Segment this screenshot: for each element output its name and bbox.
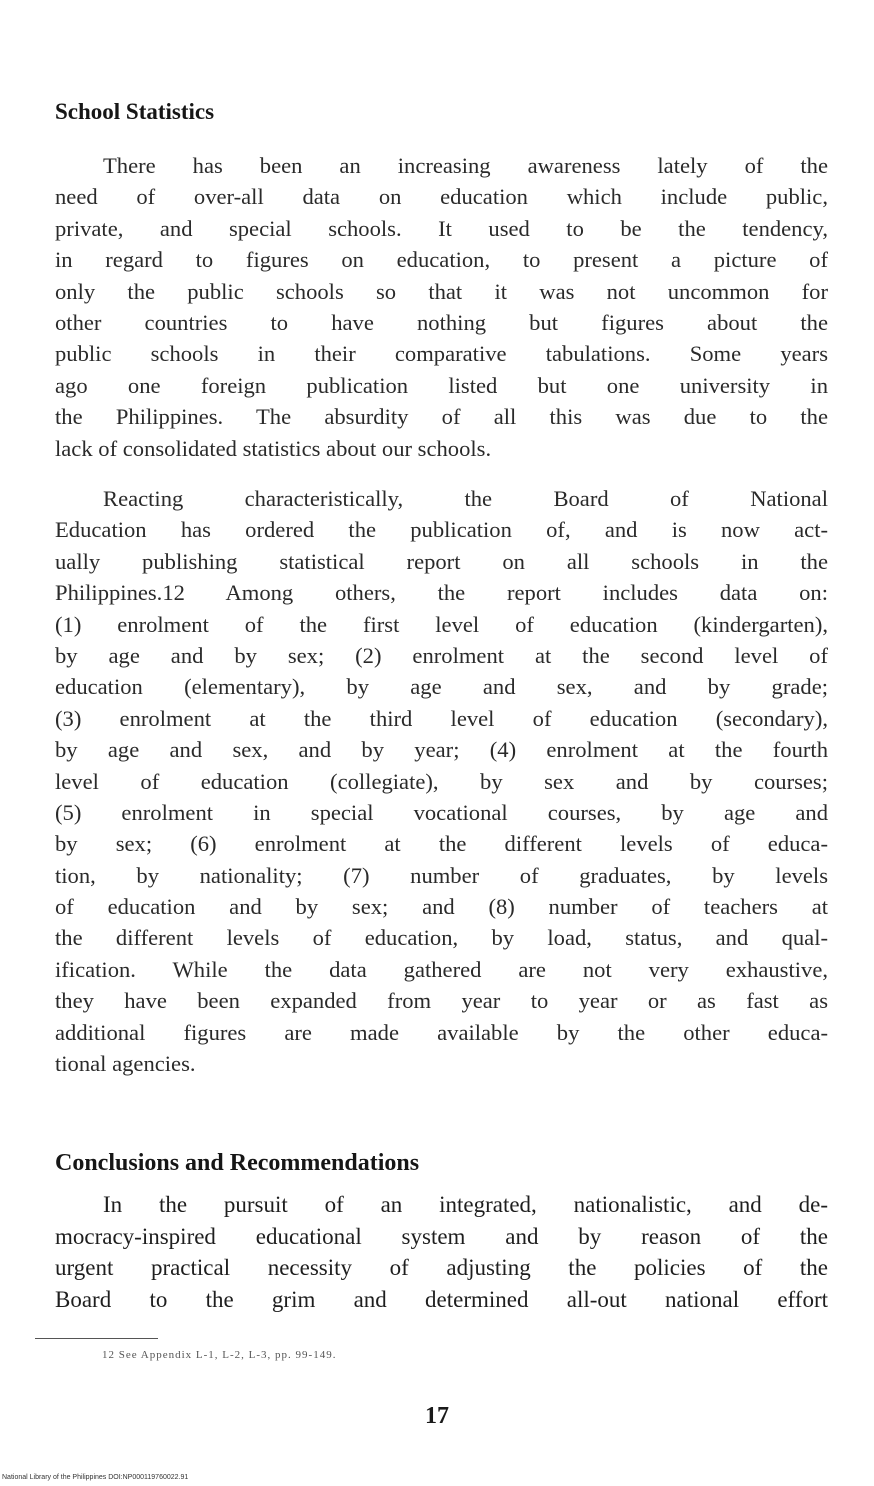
text-line: private, and special schools. It used to be the tendency, <box>55 215 828 241</box>
text-line: tional agencies. <box>55 1051 196 1077</box>
text-line: level of education (collegiate), by sex and by courses; <box>55 768 828 794</box>
text-line: by sex; (6) enrolment at the different levels of educa- <box>55 831 828 857</box>
paragraph-1 <box>55 150 828 464</box>
text-line: ification. While the data gathered are not very exhaustive, <box>55 956 828 982</box>
page-number: 17 <box>425 1403 449 1429</box>
text-line: in regard to figures on education, to present a picture of <box>55 247 828 273</box>
text-line: by age and sex, and by year; (4) enrolment at the fourth <box>55 737 828 763</box>
text-line: of education and by sex; and (8) number of teachers at <box>55 894 828 920</box>
text-line: In the pursuit of an integrated, nationalistic, and de- <box>103 1192 828 1217</box>
text-line: There has been an increasing awareness lately of the <box>103 153 828 178</box>
text-line: Philippines.12 Among others, the report includes data on: <box>55 580 828 606</box>
library-credit: National Library of the Philippines DOI:NP000119760022.91 <box>2 1474 189 1481</box>
text-line: (5) enrolment in special vocational courses, by age and <box>55 799 828 825</box>
text-line: lack of consolidated statistics about our schools. <box>55 435 492 461</box>
text-line: ually publishing statistical report on all schools in the <box>55 548 828 574</box>
text-line: they have been expanded from year to year or as fast as <box>55 988 828 1014</box>
text-line: education (elementary), by age and sex, and by grade; <box>55 674 828 700</box>
text-line: the different levels of education, by load, status, and qual- <box>55 925 828 951</box>
text-line: the Philippines. The absurdity of all this was due to the <box>55 404 828 430</box>
text-line: urgent practical necessity of adjusting the policies of the <box>55 1255 828 1281</box>
text-line: (3) enrolment at the third level of education (secondary), <box>55 705 828 731</box>
text-line: Education has ordered the publication of, and is now act- <box>55 517 828 543</box>
footnote: 12 See Appendix L-1, L-2, L-3, pp. 99-149. <box>102 1349 337 1361</box>
text-line: (1) enrolment of the first level of education (kindergarten), <box>55 611 828 637</box>
text-line: by age and by sex; (2) enrolment at the second level of <box>55 642 828 668</box>
paragraph-2 <box>55 483 828 1079</box>
section-heading-conclusions: Conclusions and Recommendations <box>55 1150 420 1176</box>
text-line: Board to the grim and determined all-out national effort <box>55 1286 828 1312</box>
footnote-divider <box>35 1338 158 1339</box>
text-line: Reacting characteristically, the Board of National <box>103 486 828 511</box>
text-line: only the public schools so that it was not uncommon for <box>55 278 828 304</box>
text-line: public schools in their comparative tabulations. Some years <box>55 341 828 367</box>
text-line: tion, by nationality; (7) number of graduates, by levels <box>55 862 828 888</box>
text-line: need of over-all data on education which include public, <box>55 184 828 210</box>
text-line: mocracy-inspired educational system and by reason of the <box>55 1223 828 1249</box>
text-line: other countries to have nothing but figures about the <box>55 309 828 335</box>
text-line: ago one foreign publication listed but one university in <box>55 372 828 398</box>
text-line: additional figures are made available by the other educa- <box>55 1019 828 1045</box>
section-heading-school-statistics: School Statistics <box>55 99 215 124</box>
paragraph-3 <box>55 1189 828 1315</box>
